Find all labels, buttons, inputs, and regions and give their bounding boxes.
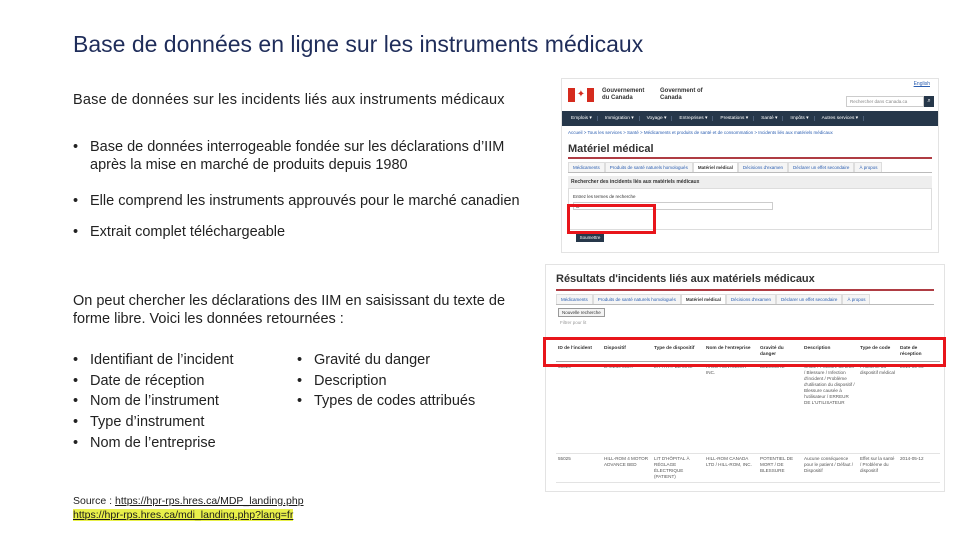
canada-flag-icon: ✦ <box>568 88 594 102</box>
field-item: • Nom de l’instrument <box>73 393 219 410</box>
bullet-item: • Base de données interrogeable fondée sur les déclarations d’IIM après la mise en marché de produits depuis 1980 <box>73 139 505 173</box>
submit-button[interactable]: Soumettre <box>576 233 604 242</box>
source-link-mdp[interactable]: https://hpr-rps.hres.ca/MDP_landing.php <box>115 495 304 507</box>
field-item: • Date de réception <box>73 372 205 389</box>
tab-natural-products[interactable]: Produits de santé naturels homologués <box>593 294 681 304</box>
product-tabs <box>568 162 932 173</box>
filter-text: Filtrer pour lit <box>560 320 587 325</box>
tab-medicaments[interactable]: Médicaments <box>556 294 593 304</box>
tab-report-side-effect[interactable]: Déclarer un effet secondaire <box>788 162 854 172</box>
highlight-box-columns <box>543 337 946 367</box>
tab-review-decisions[interactable]: Décisions d'examen <box>738 162 788 172</box>
field-item: • Nom de l’entreprise <box>73 434 216 451</box>
gc-wordmark: Gouvernement du Canada Government of Canada <box>602 88 703 101</box>
new-search-button[interactable]: Nouvelle recherche <box>558 308 605 317</box>
column-header[interactable]: Gravité du danger <box>758 345 802 361</box>
tab-report-side-effect[interactable]: Déclarer un effet secondaire <box>776 294 842 304</box>
bullet-item: • Extrait complet téléchargeable <box>73 224 286 240</box>
nav-item[interactable]: Autres services ▾ <box>817 116 865 121</box>
nav-item[interactable]: Voyage ▾ <box>642 116 673 121</box>
tab-medical-devices[interactable]: Matériel médical <box>681 294 726 304</box>
source-link-mdi[interactable]: https://hpr-rps.hres.ca/mdi_landing.php?lang=fr <box>73 509 294 521</box>
field-item: • Gravité du danger <box>297 352 431 368</box>
product-tabs <box>556 294 934 305</box>
breadcrumb[interactable]: Accueil > Tous les services > Santé > Médicaments et produits de santé et de consommation > Incidents liés aux matériels médicaux <box>568 130 833 135</box>
source-label: Source : <box>73 495 116 507</box>
tab-about[interactable]: À propos <box>854 162 882 172</box>
field-item: • Identifiant de l’incident <box>73 352 234 368</box>
column-header[interactable]: Nom de l'entreprise <box>704 345 758 361</box>
highlight-box-search <box>567 204 656 234</box>
column-header[interactable]: ID de l'incident <box>556 345 602 361</box>
tab-medicaments[interactable]: Médicaments <box>568 162 605 172</box>
nav-item[interactable]: Prestations ▾ <box>715 116 754 121</box>
search-terms-label: Entrez les termes de recherche <box>573 194 636 199</box>
column-header[interactable]: Description <box>802 345 858 361</box>
slide-title: Base de données en ligne sur les instruments médicaux <box>73 31 644 57</box>
tab-about[interactable]: À propos <box>842 294 870 304</box>
bullet-item: • Elle comprend les instruments approuvés pour le marché canadien <box>73 193 520 209</box>
slide-subtitle: Base de données sur les incidents liés aux instruments médicaux <box>73 92 505 108</box>
search-icon[interactable]: ⌕ <box>924 96 934 107</box>
column-header[interactable]: Date de réception <box>898 345 940 361</box>
bullet-symbol: • <box>73 193 79 209</box>
results-page-screenshot <box>545 264 945 492</box>
returned-fields-right <box>297 350 475 412</box>
bullet-symbol: • <box>73 224 79 240</box>
column-header[interactable]: Type de dispositif <box>652 345 704 361</box>
nav-item[interactable]: Impôts ▾ <box>785 116 814 121</box>
column-header[interactable]: Dispositif <box>602 345 652 361</box>
search-terms-input[interactable]: lit <box>573 202 773 210</box>
bullet-symbol: • <box>73 139 79 155</box>
tab-natural-products[interactable]: Produits de santé naturels homologués <box>605 162 693 172</box>
table-row: 55025 LAKEMANOR LIT À R... DE LIRE ARJO HUNTLEIGH INC. BLESSURE Chute / Fracture du bras / Blessure / Infection d'incident / Problème d'utilisation du dispositif / Blessure causée à l'utilisateur / ERREUR DE L'UTILISATEUR Problème du dispositif médical 2014-05-05 <box>556 361 940 453</box>
field-item: • Types de codes attribués <box>297 393 476 410</box>
field-item: • Description <box>297 372 387 389</box>
page-heading: Matériel médical <box>568 139 932 159</box>
table-row: 55025 HILL-ROM 4 MOTOR ADVANCE BED LIT D'HÔPITAL À RÉGLAGE ÉLECTRIQUE (PATIENT) HILL-ROM CANADA LTD / HILL-ROM, INC. POTENTIEL DE MORT / DE BLESSURE Aucune conséquence pour le patient / Défaut / Dispositif Effet sur la santé / Problème du dispositif 2014-05-12 <box>556 453 940 482</box>
language-toggle-link[interactable]: English <box>913 81 930 87</box>
field-item: • Type d’instrument <box>73 414 205 431</box>
nav-item[interactable]: Entreprises ▾ <box>674 116 713 121</box>
gc-main-nav <box>562 111 938 126</box>
returned-fields-left <box>73 350 234 454</box>
gc-header <box>562 79 938 111</box>
nav-item[interactable]: Emplois ▾ <box>566 116 598 121</box>
feature-bullets <box>73 138 543 241</box>
nav-item[interactable]: Santé ▾ <box>756 116 783 121</box>
tab-medical-devices[interactable]: Matériel médical <box>693 162 738 172</box>
tab-review-decisions[interactable]: Décisions d'examen <box>726 294 776 304</box>
search-panel-heading: Rechercher des incidents liés aux matériels médicaux <box>568 176 932 188</box>
source-note <box>73 494 304 522</box>
results-heading: Résultats d'incidents liés aux matériels médicaux <box>556 265 934 291</box>
site-search-input[interactable]: Rechercher dans Canada.ca <box>846 96 924 107</box>
intro-text: On peut chercher les déclarations des IIM en saisissant du texte de forme libre. Voici les données retournées : <box>73 293 506 327</box>
nav-item[interactable]: Immigration ▾ <box>600 116 640 121</box>
column-header[interactable]: Type de code <box>858 345 898 361</box>
